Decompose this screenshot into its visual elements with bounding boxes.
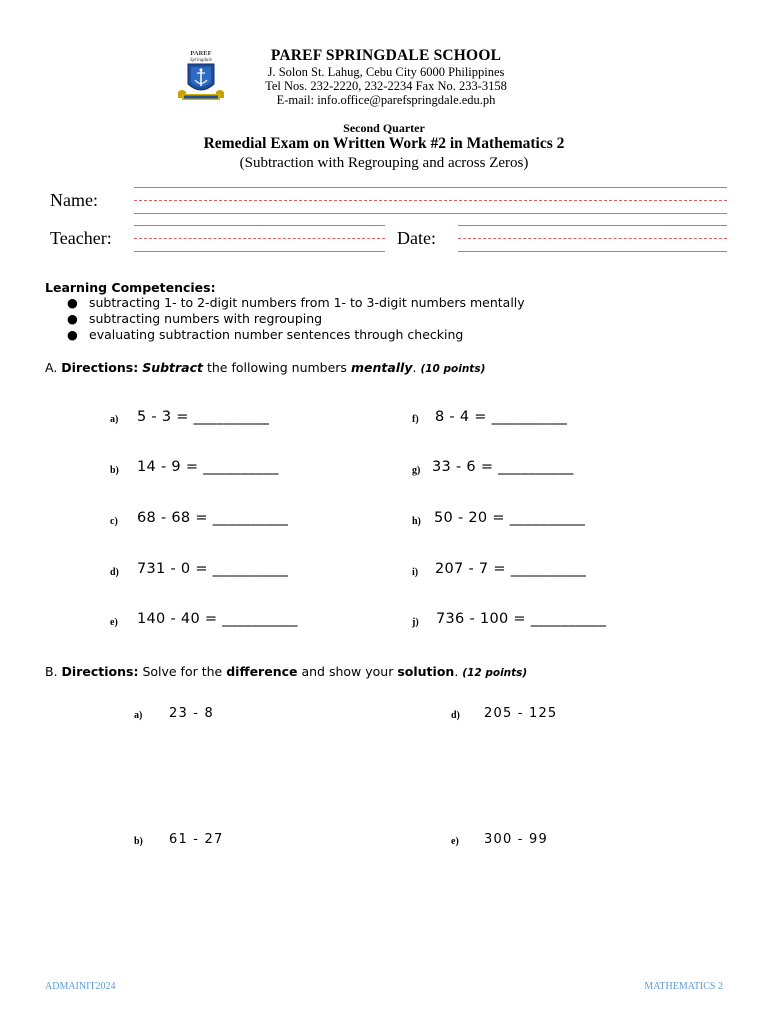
mental-item-answer[interactable]: 5 - 3 = __________ — [137, 409, 270, 425]
footer-subject: MATHEMATICS 2 — [644, 981, 723, 992]
mental-item-answer[interactable]: 8 - 4 = __________ — [435, 409, 568, 425]
part-b-directions: B. Directions: Solve for the difference and show your solution. (12 points) — [45, 664, 528, 679]
part-a-directions: A. Directions: Subtract the following numbers mentally. (10 points) — [45, 360, 486, 375]
teacher-label: Teacher: — [50, 228, 112, 248]
teacher-line-bottom — [134, 251, 385, 252]
teacher-line-top — [134, 225, 385, 226]
date-line-top — [458, 225, 727, 226]
logo-text-top: PAREF — [190, 50, 212, 57]
item-label: a) — [110, 414, 119, 425]
item-label: h) — [412, 516, 421, 527]
mental-item-answer[interactable]: 731 - 0 = __________ — [137, 561, 289, 577]
solution-item: 23 - 8 — [169, 706, 214, 721]
solution-item: 300 - 99 — [484, 832, 548, 847]
item-label: j) — [412, 617, 419, 628]
date-label: Date: — [397, 228, 436, 248]
mental-item-answer[interactable]: 50 - 20 = __________ — [434, 510, 586, 526]
item-label: g) — [412, 465, 421, 476]
mental-item-answer[interactable]: 140 - 40 = __________ — [137, 611, 298, 627]
item-label: a) — [134, 710, 143, 721]
logo-text-script: Springdale — [190, 58, 212, 63]
date-field[interactable] — [458, 238, 727, 239]
competency-item: ● subtracting numbers with regrouping — [67, 311, 323, 326]
competency-item: ● subtracting 1- to 2-digit numbers from 1- to 3-digit numbers mentally — [67, 295, 525, 310]
item-label: e) — [110, 617, 118, 628]
name-field[interactable] — [134, 200, 727, 201]
item-label: f) — [412, 414, 419, 425]
solution-item: 61 - 27 — [169, 832, 224, 847]
school-logo — [174, 48, 228, 108]
name-label: Name: — [50, 190, 98, 210]
mental-item-answer[interactable]: 736 - 100 = __________ — [436, 611, 607, 627]
exam-title: Remedial Exam on Written Work #2 in Mathematics 2 — [203, 135, 565, 152]
solution-item: 205 - 125 — [484, 706, 558, 721]
mental-item-answer[interactable]: 68 - 68 = __________ — [137, 510, 289, 526]
quarter-label: Second Quarter — [343, 121, 425, 135]
teacher-field[interactable] — [134, 238, 385, 239]
mental-item-answer[interactable]: 33 - 6 = __________ — [432, 459, 574, 475]
competency-item: ● evaluating subtraction number sentences through checking — [67, 327, 464, 342]
name-line-bottom — [134, 213, 727, 214]
exam-subtitle: (Subtraction with Regrouping and across Zeros) — [239, 155, 529, 171]
item-label: b) — [110, 465, 119, 476]
mental-item-answer[interactable]: 14 - 9 = __________ — [137, 459, 279, 475]
school-name: PAREF SPRINGDALE SCHOOL — [270, 47, 502, 64]
item-label: i) — [412, 567, 419, 578]
footer-code: ADMAINIT2024 — [45, 981, 116, 992]
competencies-title: Learning Competencies: — [45, 280, 216, 295]
school-address: J. Solon St. Lahug, Cebu City 6000 Philippines — [267, 65, 505, 79]
mental-item-answer[interactable]: 207 - 7 = __________ — [435, 561, 587, 577]
school-email: E-mail: info.office@parefspringdale.edu.ph — [276, 93, 496, 107]
date-line-bottom — [458, 251, 727, 252]
item-label: b) — [134, 836, 143, 847]
item-label: d) — [110, 567, 119, 578]
name-line-top — [134, 187, 727, 188]
item-label: e) — [451, 836, 459, 847]
item-label: d) — [451, 710, 460, 721]
item-label: c) — [110, 516, 118, 527]
school-phones: Tel Nos. 232-2220, 232-2234 Fax No. 233-3158 — [265, 79, 507, 93]
